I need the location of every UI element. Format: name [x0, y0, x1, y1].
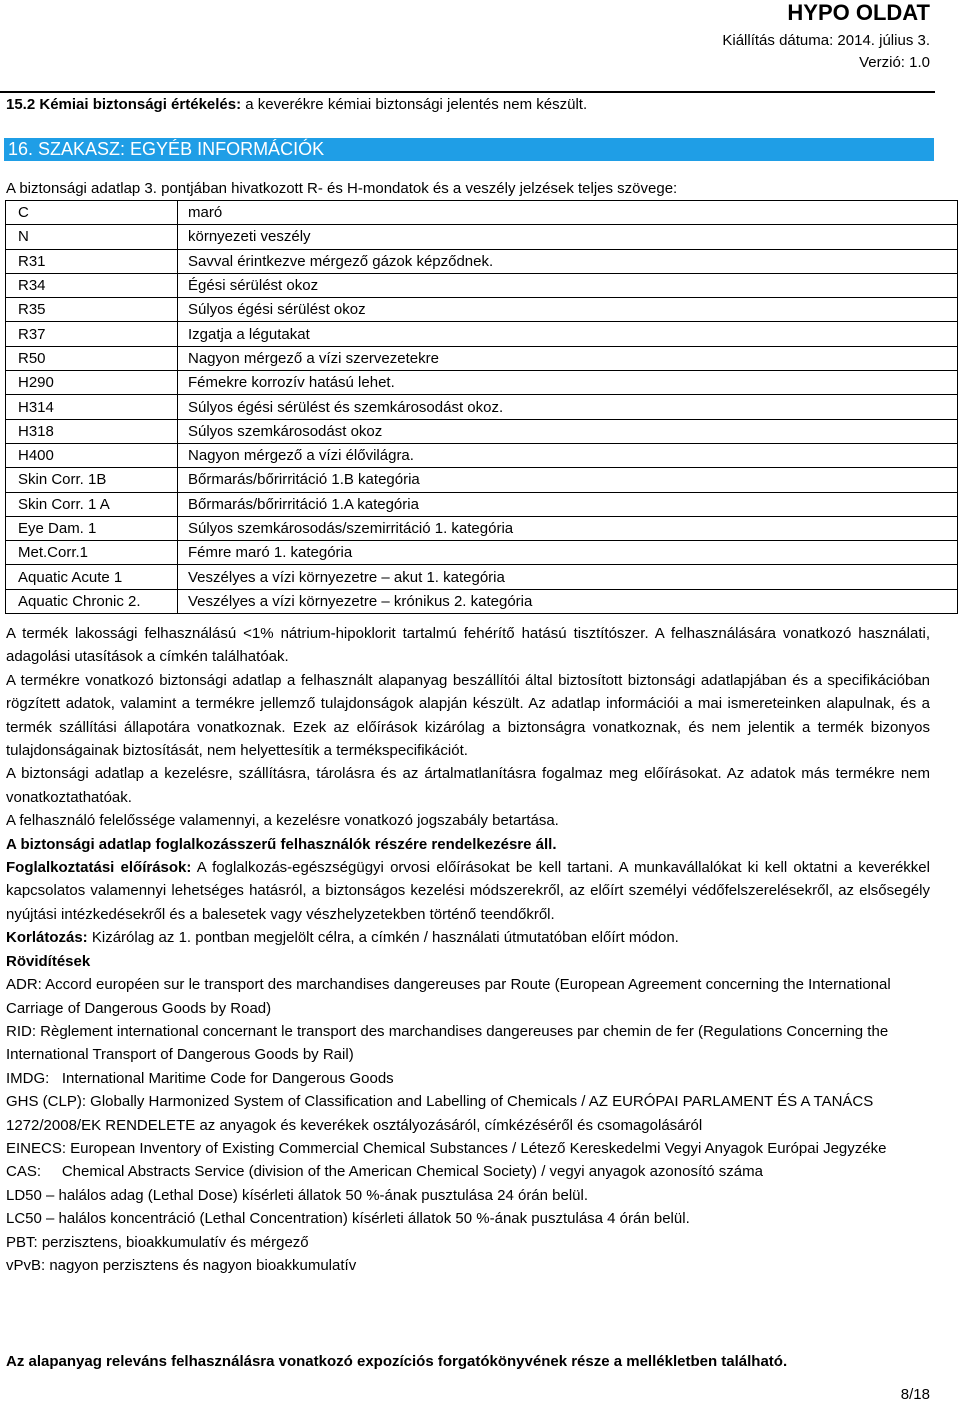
hazard-code: R31: [6, 249, 178, 273]
hazard-description: Nagyon mérgező a vízi élővilágra.: [178, 443, 958, 467]
abbreviation-item: CAS: Chemical Abstracts Service (division of the American Chemical Society) / vegyi anyagok azonosító száma: [6, 1163, 763, 1181]
table-row: [6, 419, 958, 443]
paragraph-scope: A biztonsági adatlap a kezelésre, szállításra, tárolásra és az ártalmatlanításra fogalmaz meg előírásokat. Az adatok más termékre nem vonatkoztathatóak.: [6, 765, 930, 806]
hazard-description: maró: [178, 201, 958, 225]
hazard-code: R37: [6, 322, 178, 346]
hazard-code: Skin Corr. 1B: [6, 468, 178, 492]
hazard-description: környezeti veszély: [178, 225, 958, 249]
hazard-code: Aquatic Chronic 2.: [6, 589, 178, 613]
table-row: [6, 589, 958, 613]
hazard-code: H318: [6, 419, 178, 443]
hazard-code: H400: [6, 443, 178, 467]
employment-label: Foglalkoztatási előírások:: [6, 859, 192, 877]
abbreviation-item: PBT: perzisztens, bioakkumulatív és mérgező: [6, 1233, 309, 1251]
hazard-code: C: [6, 201, 178, 225]
hazard-code: Aquatic Acute 1: [6, 565, 178, 589]
table-row: [6, 492, 958, 516]
hazard-code: R34: [6, 273, 178, 297]
hazard-code: R50: [6, 346, 178, 370]
abbreviation-item: LC50 – halálos koncentráció (Lethal Concentration) kísérleti állatok 50 %-ának pusztulása 4 órán belül.: [6, 1210, 690, 1228]
abbreviations-heading: Rövidítések: [6, 952, 91, 970]
table-row: [6, 541, 958, 565]
final-note: Az alapanyag releváns felhasználásra vonatkozó expozíciós forgatókönyvének része a mellékletben található.: [6, 1353, 788, 1370]
section-15-2-label: 15.2 Kémiai biztonsági értékelés:: [6, 96, 242, 113]
table-row: [6, 298, 958, 322]
table-row: [6, 468, 958, 492]
version: Verzió: 1.0: [859, 54, 930, 71]
hazard-description: Veszélyes a vízi környezetre – akut 1. kategória: [178, 565, 958, 589]
paragraph-basis: A termékre vonatkozó biztonsági adatlap a felhasznált alapanyag beszállítói által biztosított biztonsági adatlapjában és a specifikációban rögzített adatok, valamint a termékre jellemző tulajdonságok alapján készült. Az adatlap információi a mai ismereteinken alapulnak, és a termék szállítási állapotára vonatkoznak. Ezek az előírások kizárólag a biztonságra vonatkoznak, és nem jelentik a termék bizonyos tulajdonságainak biztosítását, nem helyettesítik a termékspecifikációt.: [6, 671, 930, 760]
employment-text: A foglalkozás-egészségügyi orvosi előírásokat be kell tartani. A munkavállalókat ki kell oktatni a keverékkel kapcsolatos valamennyi lehetséges hatásról, a biztonságos kezelési módszerekről, az előírt személyi védőfelszerelésekről, az elsősegély nyújtási intézkedésekről és a balesetek vagy vészhelyzetekben történő teendőkről.: [6, 859, 930, 923]
section-16-heading: 16. SZAKASZ: EGYÉB INFORMÁCIÓK: [4, 138, 934, 161]
hazard-code: R35: [6, 298, 178, 322]
abbreviation-item: vPvB: nagyon perzisztens és nagyon bioakkumulatív: [6, 1256, 357, 1274]
restriction-text: Kizárólag az 1. pontban megjelölt célra, a címkén / használati útmutatóban előírt módon.: [87, 929, 679, 947]
hazard-code: Skin Corr. 1 A: [6, 492, 178, 516]
paragraph-restriction: [6, 926, 930, 949]
hazard-description: Fémre maró 1. kategória: [178, 541, 958, 565]
table-row: [6, 273, 958, 297]
hazard-code: N: [6, 225, 178, 249]
intro-text: A biztonsági adatlap 3. pontjában hivatkozott R- és H-mondatok és a veszély jelzések teljes szövege:: [6, 180, 678, 197]
paragraph-availability: A biztonsági adatlap foglalkozásszerű felhasználók részére rendelkezésre áll.: [6, 835, 557, 853]
hazard-codes-table: [5, 200, 958, 614]
hazard-description: Veszélyes a vízi környezetre – krónikus 2. kategória: [178, 589, 958, 613]
paragraph-employment: [6, 856, 930, 926]
hazard-code: H290: [6, 371, 178, 395]
body-text: [6, 622, 930, 1277]
page-header: [0, 0, 960, 94]
table-row: [6, 395, 958, 419]
table-row: [6, 516, 958, 540]
header-divider: [0, 91, 935, 93]
issue-date: Kiállítás dátuma: 2014. július 3.: [722, 32, 930, 49]
hazard-description: Izgatja a légutakat: [178, 322, 958, 346]
page-number: 8/18: [900, 1386, 930, 1403]
restriction-label: Korlátozás:: [6, 929, 88, 947]
abbreviation-item: IMDG: International Maritime Code for Dangerous Goods: [6, 1069, 394, 1087]
hazard-description: Súlyos szemkárosodást okoz: [178, 419, 958, 443]
hazard-code: H314: [6, 395, 178, 419]
table-row: [6, 346, 958, 370]
table-row: [6, 371, 958, 395]
hazard-description: Bőrmarás/bőrirritáció 1.B kategória: [178, 468, 958, 492]
hazard-description: Fémekre korrozív hatású lehet.: [178, 371, 958, 395]
section-15-2-text: a keverékre kémiai biztonsági jelentés nem készült.: [241, 96, 588, 113]
hazard-description: Bőrmarás/bőrirritáció 1.A kategória: [178, 492, 958, 516]
abbreviation-item: RID: Règlement international concernant le transport des marchandises dangereuses par chemin de fer (Regulations Concerning the International Transport of Dangerous Goods by Rail): [6, 1022, 893, 1064]
table-row: [6, 443, 958, 467]
hazard-code: Met.Corr.1: [6, 541, 178, 565]
hazard-description: Nagyon mérgező a vízi szervezetekre: [178, 346, 958, 370]
hazard-description: Súlyos szemkárosodás/szemirritáció 1. kategória: [178, 516, 958, 540]
table-row: [6, 565, 958, 589]
hazard-description: Súlyos égési sérülést és szemkárosodást okoz.: [178, 395, 958, 419]
hazard-description: Savval érintkezve mérgező gázok képződnek.: [178, 249, 958, 273]
paragraph-product: A termék lakossági felhasználású <1% nátrium-hipoklorit tartalmú fehérítő hatású tisztítószer. A felhasználására vonatkozó használati, adagolási utasítások a címkén találhatóak.: [6, 625, 930, 666]
abbreviation-item: ADR: Accord européen sur le transport des marchandises dangereuses par Route (European Agreement concerning the International Carriage of Dangerous Goods by Road): [6, 976, 895, 1017]
hazard-description: Égési sérülést okoz: [178, 273, 958, 297]
table-row: [6, 322, 958, 346]
paragraph-responsibility: A felhasználó felelőssége valamennyi, a kezelésre vonatkozó jogszabály betartása.: [6, 812, 559, 830]
table-row: [6, 201, 958, 225]
abbreviation-item: EINECS: European Inventory of Existing Commercial Chemical Substances / Létező Kereskedelmi Vegyi Anyagok Európai Jegyzéke: [6, 1139, 887, 1157]
document-title: HYPO OLDAT: [787, 0, 930, 25]
table-row: [6, 249, 958, 273]
abbreviations-list: [6, 973, 930, 1277]
hazard-code: Eye Dam. 1: [6, 516, 178, 540]
table-row: [6, 225, 958, 249]
section-15-2: [6, 95, 587, 115]
abbreviation-item: GHS (CLP): Globally Harmonized System of Classification and Labelling of Chemicals / AZ EURÓPAI PARLAMENT ÉS A TANÁCS 1272/2008/EK RENDELETE az anyagok és keverékek osztályozásáról, címkézéséről és csomagolásáról: [6, 1093, 878, 1134]
abbreviation-item: LD50 – halálos adag (Lethal Dose) kísérleti állatok 50 %-ának pusztulása 24 órán belül.: [6, 1186, 589, 1204]
hazard-description: Súlyos égési sérülést okoz: [178, 298, 958, 322]
